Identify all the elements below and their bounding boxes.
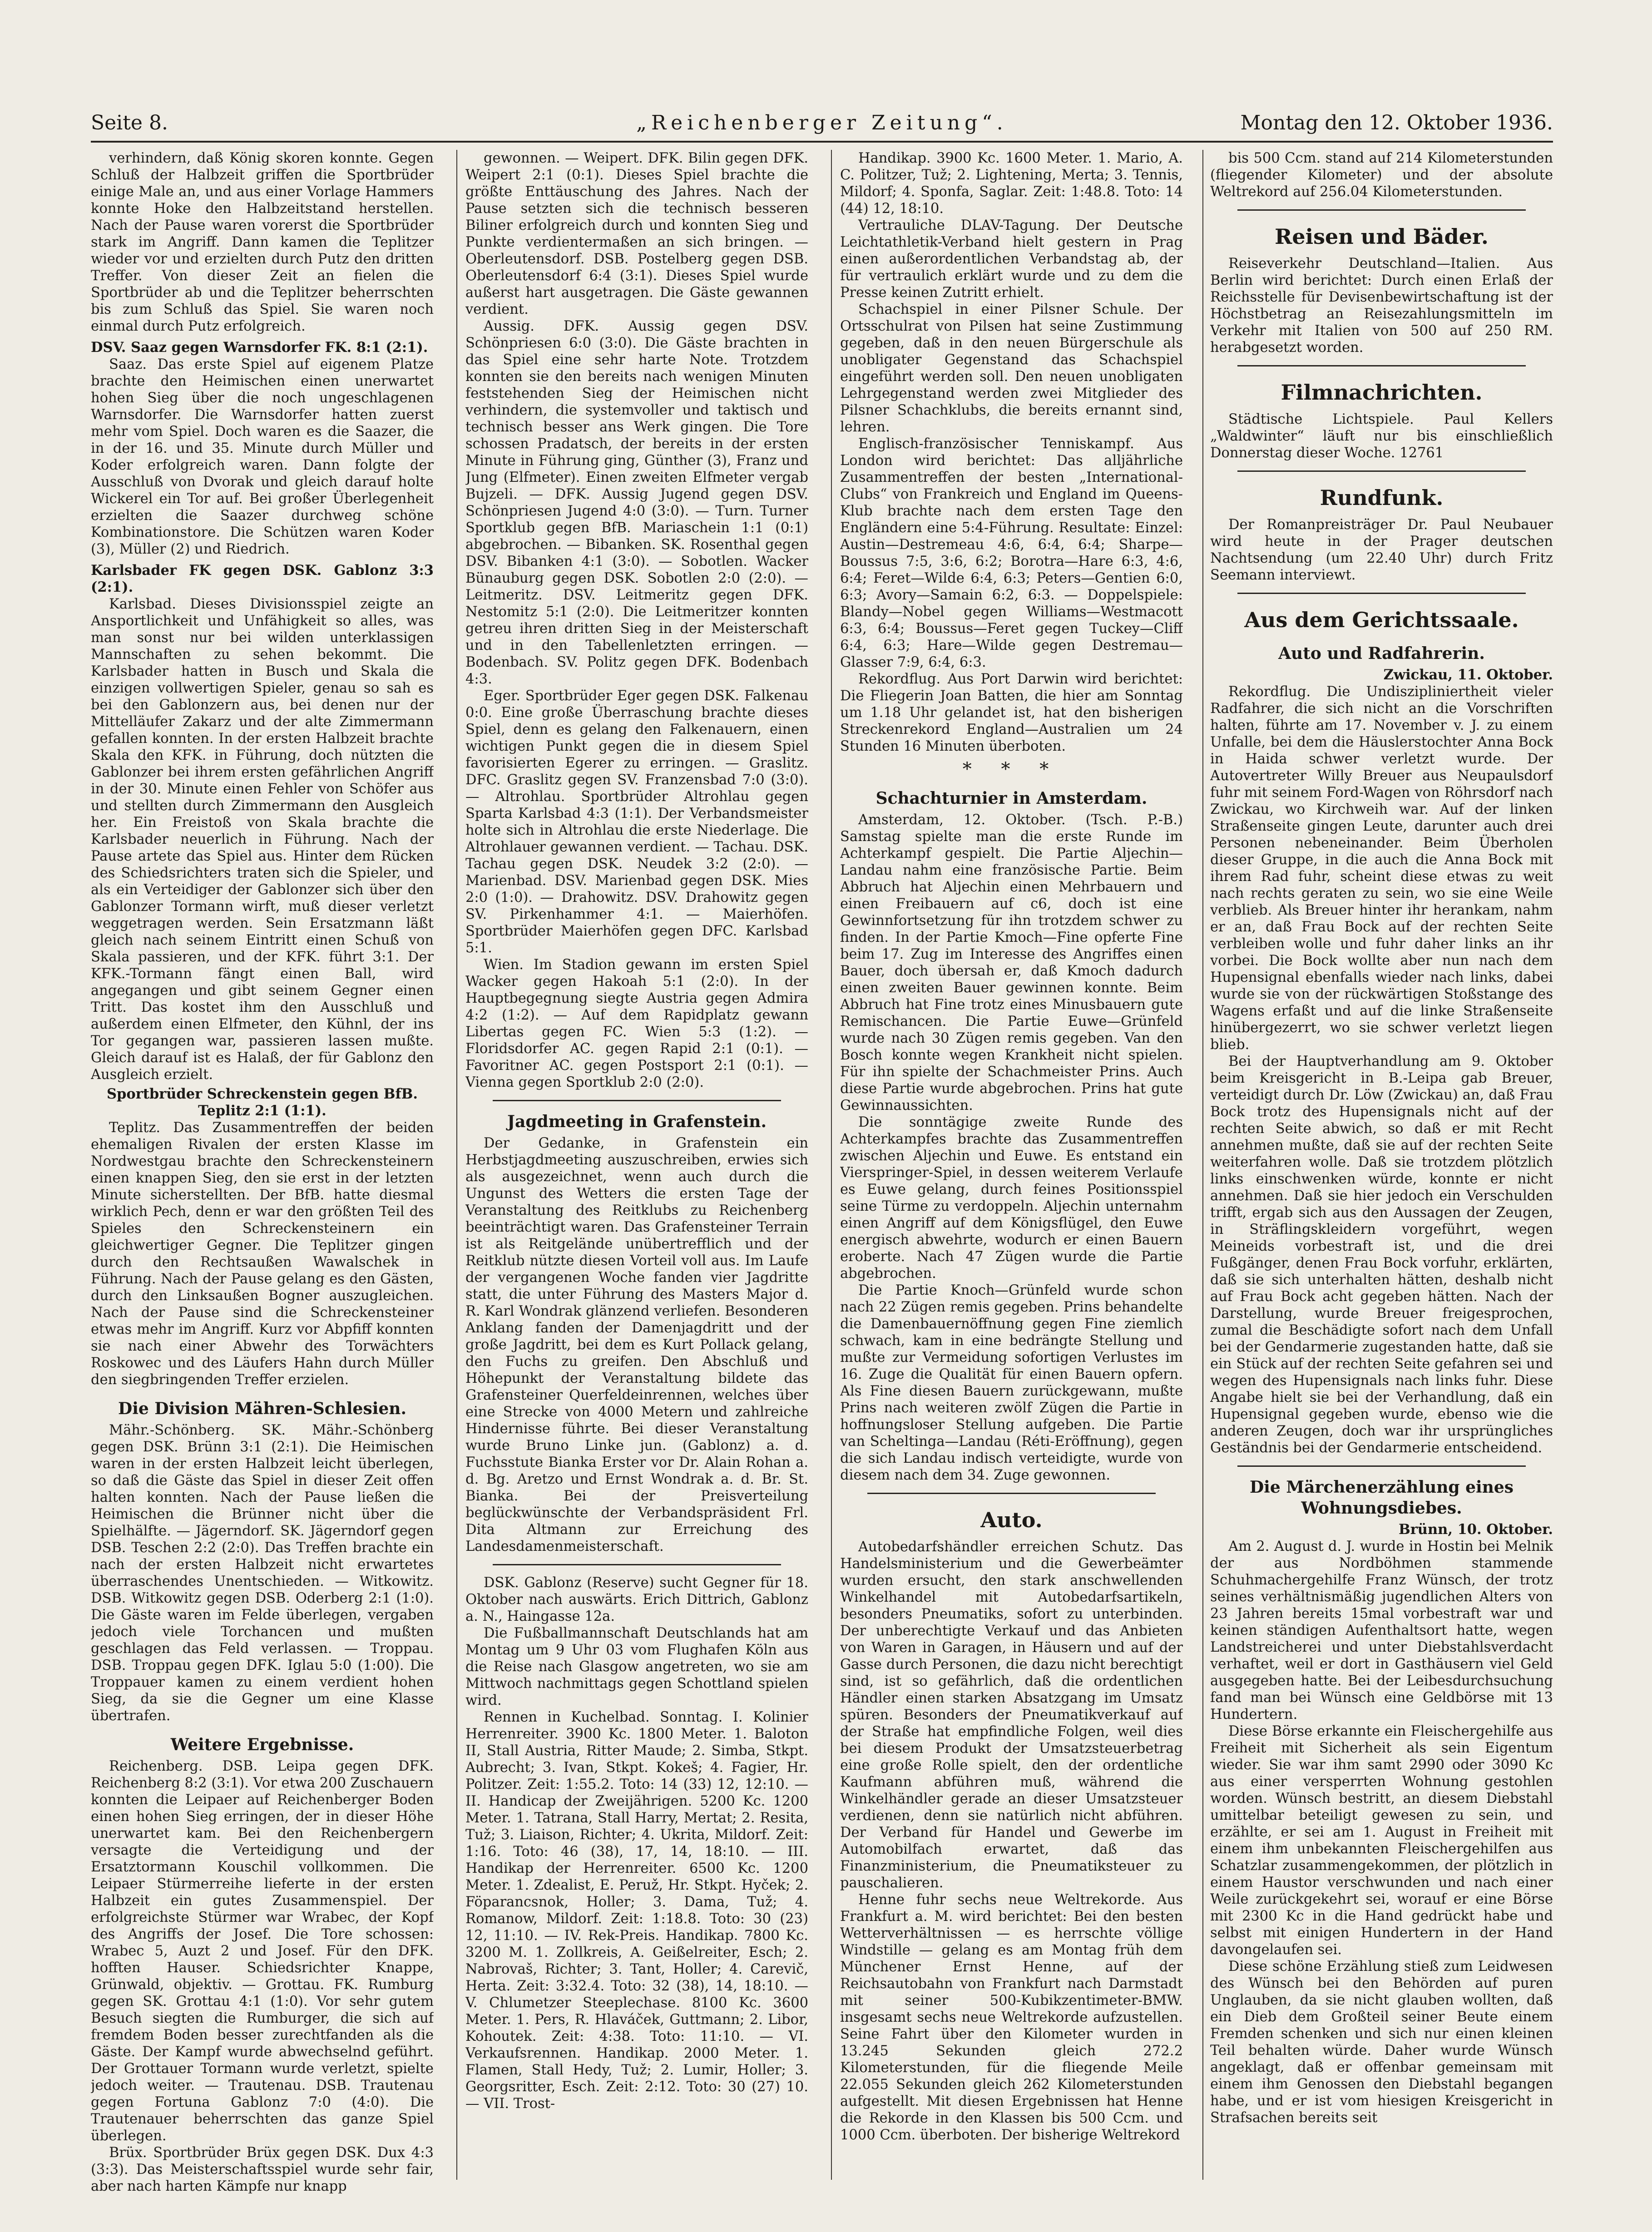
article-paragraph: Henne fuhr sechs neue Weltrekorde. Aus Frankfurt a. M. wird berichtet: Bei den besten Wetterverhältnissen — es herrschte völlige Windstille — gelang es am Montag früh dem Münchener Ernst Henne, auf der Reichsautobahn von Frankfurt nach Darmstadt mit seiner 500-Kubikzentimeter-BMW. insgesamt sechs neue Weltrekorde aufzustellen. Seine Fahrt über den Kilometer wurden in 13.245 Sekunden gleich 272.2 Kilometerstunden, für die fliegende Meile 22.055 Sekunden gleich 262 Kilometerstunden aufgestellt. Mit diesen Ergebnissen hat Henne die Rekorde in den Klassen bis 500 Ccm. und 1000 Ccm. überboten. Der bisherige Weltrekord (840, 1892, 1183, 2143)
article-paragraph: Aussig. DFK. Aussig gegen DSV. Schönpriesen 6:0 (3:0). Die Gäste brachten in das Spiel eine sehr harte Note. Trotzdem konnten sie den bereits nach wenigen Minuten feststehenden Sieg der Heimischen nicht verhindern, die systemvoller und taktisch und technisch besser ans Werk gingen. Die Tore schossen Pradatsch, der bereits in der ersten Minute in Führung ging, Günther (3), Franz und Jung (Elfmeter). Einen zweiten Elfmeter vergab Bujzeli. — DFK. Aussig Jugend gegen DSV. Schönpriesen Jugend 4:0 (3:0). — Turn. Turner Sportklub gegen BfB. Mariaschein 1:1 (0:1) abgebrochen. — Bibanken. SK. Rosenthal gegen DSV. Bibanken 4:1 (3:0). — Sobotlen. Wacker Bünauburg gegen DSK. Sobotlen 2:0 (2:0). — Leitmeritz. DSV. Leitmeritz gegen DFK. Nestomitz 5:1 (2:0). Die Leitmeritzer konnten getreu ihren dritten Sieg in der Meisterschaft und in den Tabellenletzten erringen. — Bodenbach. SV. Politz gegen DFK. Bodenbach 4:3. (465, 318, 808, 687)
article-paragraph (1210, 411, 1553, 461)
dateline: Brünn, 10. Oktober. (1398, 1521, 1553, 1538)
match-heading: DSV. Saaz gegen Warnsdorfer FK. 8:1 (2:1). (91, 339, 428, 356)
section-heading: Weitere Ergebnisse. (170, 1735, 354, 1754)
page-number: Seite 8. (91, 111, 168, 134)
race-results: Handikap. 3900 Kc. 1600 Meter. 1. Mario, A. C. Politzer, Tuž; 2. Lightening, Merta; 3. Tennis, Mildorf; 4. Sponfa, Saglar. Zeit: 1:48.8. Toto: 14 (44) 12, 18:10. (840, 150, 1183, 217)
article-paragraph: Rekordflug. Die Undiszipliniertheit vieler Radfahrer, die sich nicht an die Vorschriften halten, führte am 17. November v. J. zu einem Unfalle, bei dem die Häuslerstochter Anna Bock in Haida schwer verletzt wurde. Der Autovertreter Willy Breuer aus Neupaulsdorf fuhr mit seinem Ford-Wagen von Röhrsdorf nach Zwickau, wo Kirchweih war. Auf der linken Straßenseite gingen Leute, darunter auch drei Personen nebeneinander. Beim Überholen dieser Gruppe, in die auch die Anna Bock mit ihrem Rad fuhr, scheint diese etwas zu weit nach rechts geraten zu sein, wo sie eine Weile verblieb. Als Breuer hinter ihr herankam, nahm er an, daß Frau Bock auf der rechten Seite verbleiben wolle und fuhr daher links an ihr vorbei. Die Bock wollte aber nun nach dem Hupensignal ebenfalls wieder nach links, dabei wurde sie von der rückwärtigen Stoßstange des Wagens erfaßt und auf die linke Straßenseite hinübergezerrt, wo sie schwer verletzt liegen blieb. (1210, 684, 1553, 1053)
race-results: Rennen in Kuchelbad. Sonntag. I. Kolinier Herrenreiter. 3900 Kc. 1800 Meter. 1. Baloton II, Stall Austria, Ritter Maude; 2. Simba, Stkpt. Aubrecht; 3. Ivan, Stkpt. Kokeš; 4. Fagier, Hr. Politzer. Zeit: 1:55.2. Toto: 14 (33) 12, 12:10. — II. Handicap der Zweijährigen. 5200 Kc. 1200 Meter. 1. Tatrana, Stall Harry, Mertat; 2. Resita, Tuž; 3. Liaison, Richter; 4. Ukrita, Mildorf. Zeit: 1:16. Toto: 46 (38), 17, 14, 18:10. — III. Handikap der Herrenreiter. 6500 Kc. 1200 Meter. 1. Zdealist, E. Peruž, Hr. Stkpt. Hyček; 2. Föparancsnok, Holler; 3. Dama, Tuž; 4. Romanow, Mildorf. Zeit: 1:18.8. Toto: 30 (23) 12, 11:10. — IV. Rek-Preis. Handikap. 7800 Kc. 3200 M. 1. Zollkreis, A. Geißelreiter, Esch; 2. Nabrovaš, Richter; 3. Tant, Holler; 4. Carevič, Herta. Zeit: 3:32.4. Toto: 32 (38), 14, 18:10. — V. Chlumetzer Steeplechase. 8100 Kc. 3600 Meter. 1. Pers, R. Hlaváček, Guttmann; 2. Libor, Kohoutek. Zeit: 4:38. Toto: 11:10. — VI. Verkaufsrennen. Handikap. 2000 Meter. 1. Flamen, Stall Hedy, Tuž; 2. Lumir, Holler; 3. Georgsritter, Esch. Zeit: 2:12. Toto: 30 (27) 10. — VII. Trost- (465, 1709, 808, 2112)
article-title: Die Märchenerzählung eines Wohnungsdiebes. (1249, 1478, 1514, 1518)
column-4 (1210, 150, 1553, 2193)
article-paragraph: Teplitz. Das Zusammentreffen der beiden ehemaligen Rivalen der ersten Klasse im Nordwestgau brachte den Schreckensteinern einen knappen Sieg, den sie erst in der letzten Minute sicherstellten. Der BfB. hatte diesmal wirklich Pech, denn er war den größten Teil des Spieles den Schreckensteinern ein gleichwertiger Gegner. Die Teplitzer gingen durch den Rechtsaußen Wawalschek in Führung. Nach der Pause gelang es den Gästen, durch den Linksaußen Bogner auszugleichen. Nach der Pause sind die Schreckensteiner etwas mehr im Angriff. Kurz vor Abpfiff konnten sie nach einer Abwehr des Torwächters Roskowec und des Läufers Hahn durch Müller den siegbringenden Treffer erzielen. (91, 1120, 434, 1388)
article-paragraph: Bei der Hauptverhandlung am 9. Oktober beim Kreisgericht in B.-Leipa gab Breuer, verteidigt durch Dr. Löw (Zwickau) an, daß Frau Bock trotz des Hupensignals nicht auf der rechten Seite abwich, so daß er mit Recht annehmen mußte, daß sie auf der rechten Seite weiterfahren wolle. Daß sie trotzdem plötzlich links einschwenken würde, konnte er nicht annehmen. Daß sie hier jedoch ein Verschulden trifft, ergab sich aus den Aussagen der Zeugen, in Sträflingskleidern vorgeführt, wegen Meineids vorbestraft ist, und die drei Fußgänger, denen Frau Bock vorfuhr, erklärten, daß sie sich unterhalten hätten, deshalb nicht auf Frau Bock acht gegeben hätten. Nach der Darstellung, wurde Breuer freigesprochen, zumal die Beschädigte sofort nach dem Unfall bei der Gendarmerie zugestanden hatte, daß sie ein Stück auf der rechten Seite gefahren sei und wegen des Hupensignals nach links fuhr. Diese Angabe hielt sie bei der Verhandlung, daß ein Hupensignal gegeben wurde, ebenso wie die anderen Zeugen, doch war ihr ursprüngliches Geständnis bei der Gendarmerie entscheidend. (1210, 1054, 1553, 1456)
newspaper-title: „Reichenberger Zeitung“. (636, 111, 1008, 134)
section-heading: Jagdmeeting in Grafenstein. (507, 1112, 767, 1131)
column-rule (831, 150, 832, 2180)
section-heading: Aus dem Gerichtssaale. (1244, 608, 1519, 632)
match-heading: Sportbrüder Schreckenstein gegen BfB. Teplitz 2:1 (1:1). (107, 1086, 418, 1119)
column-rule (456, 150, 457, 2180)
column-1 (91, 150, 434, 2193)
article-paragraph: bis 500 Ccm. stand auf 214 Kilometerstunden (fliegender Kilometer) und der absolute Weltrekord auf 256.04 Kilometerstunden. (1210, 150, 1553, 200)
article-paragraph: Amsterdam, 12. Oktober. (Tsch. P.-B.) Samstag spielte man die erste Runde im Achterkampf gespielt. Die Partie Aljechin—Landau nahm eine französische Partie. Beim Abbruch hat Aljechin einen Mehrbauern und einen Freibauern auf c6, doch ist eine Gewinnfortsetzung für ihn trotzdem schwer zu finden. In der Partie Kmoch—Fine opferte Fine beim 17. Zug im Interesse des Angriffes einen Bauer, doch übersah er, daß Kmoch dadurch einen zweiten Bauer gewinnen konnte. Beim Abbruch hat Fine trotz eines Minusbauern gute Remischancen. Die Partie Euwe—Grünfeld wurde nach 30 Zügen remis gegeben. Van den Bosch konnte wegen Krankheit nicht spielen. Für ihn spielte der Schachmeister Prins. Auch diese Partie wurde abgebrochen. Prins hat gute Gewinnaussichten. (840, 812, 1183, 1114)
article-paragraph: verhindern, daß König skoren konnte. Gegen Schluß der Halbzeit griffen die Sportbrüder einige Male an, und aus einer Vorlage Hammers konnte Hoke den Halbzeitstand herstellen. Nach der Pause waren vorerst die Sportbrüder stark im Angriff. Dann kamen die Teplitzer wieder vor und erzielten durch Putz den dritten Treffer. Von dieser Zeit an fielen die Sportbrüder ab und die Teplitzer beherrschten bis zum Schluß das Spiel. Sie waren noch einmal durch Putz erfolgreich. (91, 150, 434, 334)
article-paragraph: Karlsbad. Dieses Divisionsspiel zeigte an Ansportlichkeit und Unfähigkeit so alles, was man sonst nur bei wilden unterklassigen Mannschaften zu sehen bekommt. Die Karlsbader hatten in Busch und Skala die einzigen vollwertigen Spieler, genau so sah es bei den Gablonzern aus, bei denen nur der Mittelläufer Zakarz und der alte Zimmermann gefallen konnten. In der ersten Halbzeit brachte Skala den KFK. in Führung, doch nützten die Gablonzer bei ihrem ersten gefährlichen Angriff in der 30. Minute einen Fehler von Schöfer aus und stellten durch Zimmermann den Ausgleich her. Ein Freistoß von Skala brachte die Karlsbader neuerlich in Führung. Nach der Pause artete das Spiel aus. Hinter dem Rücken des Schiedsrichters traten sich die Spieler, und als ein Verteidiger der Gablonzer sich über den Gablonzer Tormann wirft, muß dieser verletzt weggetragen werden. Sein Ersatzmann läßt gleich nach seinem Eintritt einen Schuß von Skala passieren, und der KFK. führt 3:1. Der KFK.-Tormann fängt einen Ball, wird angegangen und gibt seinem Gegner einen Tritt. Das kostet ihm den Ausschluß und außerdem einen Elfmeter, den Kühnl, der ins Tor gegangen war, passieren lassen mußte. Gleich darauf ist es Halaß, der für Gablonz den Ausgleich erzielt. (91, 596, 434, 1083)
separator-stars: * * * (962, 759, 1061, 780)
notice-paragraph: DSK. Gablonz (Reserve) sucht Gegner für 18. Oktober nach auswärts. Erich Dittrich, Gablonz a. N., Haingasse 12a. (465, 1575, 808, 1624)
article-paragraph: Schachspiel in einer Pilsner Schule. Der Ortsschulrat von Pilsen hat seine Zustimmung gegeben, daß in den neuen Bürgerschule als unobligater Gegenstand das Schachspiel eingeführt werden soll. Den neuen unobligaten Lehrgegenstand werden zwei Mitglieder des Pilsner Schachklubs, die bereits ernannt sind, lehren. (840, 302, 1183, 435)
article-paragraph: Rekordflug. Aus Port Darwin wird berichtet: Die Fliegerin Joan Batten, die hier am Sonntag um 1.18 Uhr gelandet ist, hat den bisherigen Streckenrekord England—Australien um 24 Stunden 16 Minuten überboten. (840, 671, 1183, 754)
article-paragraph: Am 2. August d. J. wurde in Hostin bei Melnik der aus Nordböhmen stammende Schuhmachergehilfe Franz Wünsch, der trotz seines verhältnismäßig jugendlichen Alters von 23 Jahren bereits 15mal vorbestraft war und keinen ständigen Aufenthaltsort hatte, wegen Landstreicherei und unter Diebstahlsverdacht verhaftet, weil er dort in Gasthäusern viel Geld ausgegeben hatte. Bei der Leibesdurchsuchung fand man bei Wünsch eine Geldbörse mit 13 Hundertern. (1210, 1539, 1553, 1722)
article-paragraph: Autobedarfshändler erreichen Schutz. Das Handelsministerium und die Gewerbeämter wurden ersucht, den stark anschwellenden Winkelhandel mit Autobedarfsartikeln, besonders Pneumatiks, sofort zu unterbinden. Der unberechtigte Verkauf und das Anbieten von Waren in Garagen, in Häusern und auf der Gasse durch Personen, die dazu nicht berechtigt sind, ist so gefährlich, daß die ordentlichen Händler einen starken Absatzgang im Umsatz spüren. Besonders der Pneumatikverkauf auf der Straße hat empfindliche Folgen, weil dies bei diesem Produkt der Umsatzsteuerbetrag eine große Rolle spielt, den der ordentliche Kaufmann abführen muß, während die Winkelhändler gerade an dieser Umsatzsteuer verdienen, denn sie natürlich nicht abführen. Der Verband für Handel und Gewerbe im Automobilfach erwartet, daß das Finanzministerium, die Pneumatiksteuer zu pauschalieren. (840, 1539, 1183, 1891)
article-paragraph: Die Fußballmannschaft Deutschlands hat am Montag um 9 Uhr 03 vom Flughafen Köln aus die Reise nach Glasgow angetreten, wo sie am Mittwoch nachmittags gegen Schottland spielen wird. (465, 1625, 808, 1708)
article-paragraph: Englisch-französischer Tenniskampf. Aus London wird berichtet: Das alljährliche Zusammentreffen der besten „International-Clubs“ von Frankreich und England im Queens-Klub brachte nach dem ersten Tage den Engländern eine 5:4-Führung. Resultate: Einzel: Austin—Destremeau 4:6, 6:4, 6:4; Sharpe—Boussus 7:5, 3:6, 6:2; Borotra—Hare 6:3, 4:6, 6:4; Feret—Wilde 6:4, 6:3; Peters—Gentien 6:0, 6:3; Avory—Samain 6:2, 6:3. — Doppelspiele: Blandy—Nobel gegen Williams—Westmacott 6:3, 6:4; Boussus—Feret gegen Tuckey—Cliff 6:4, 6:3; Hare—Wilde gegen Destremau—Glasser 7:9, 6:4, 6:3. (840, 436, 1183, 670)
article-paragraph: gewonnen. — Weipert. DFK. Bilin gegen DFK. Weipert 2:1 (0:1). Dieses Spiel brachte die größte Enttäuschung des Jahres. Nach der Pause setzten sich die technisch besseren Biliner erfolgreich durch und konnten Sieg und Punkte verdientermaßen an sich bringen. — Oberleutensdorf. DSB. Postelberg gegen DSB. Oberleutensdorf 6:4 (3:1). Dieses Spiel wurde außerst hart ausgetragen. Die Gäste gewannen verdient. (465, 150, 808, 317)
section-divider (1237, 209, 1526, 211)
section-divider (1237, 1465, 1526, 1467)
match-heading: Karlsbader FK gegen DSK. Gablonz 3:3 (2:1). (91, 562, 434, 595)
article-paragraph: Reiseverkehr Deutschland—Italien. Aus Berlin wird berichtet: Durch einen Erlaß der Reichsstelle für Devisenbewirtschaftung ist der Höchstbetrag an Reisezahlungsmitteln im Verkehr mit Italien von 500 auf 250 RM. herabgesetzt worden. (1210, 256, 1553, 356)
section-heading: Rundfunk. (1320, 485, 1444, 510)
header-rule (91, 141, 1553, 143)
article-paragraph: Der Gedanke, in Grafenstein ein Herbstjagdmeeting auszuschreiben, erwies sich als ausgezeichnet, wenn auch durch die Ungunst des Wetters die ersten Tage der Veranstaltung des Reitklubs zu Reichenberg beeinträchtigt waren. Das Grafensteiner Terrain ist als Reitgelände unübertrefflich und der Reitklub nützte diesen Vorteil voll aus. Im Laufe der vergangenen Woche fanden vier Jagdritte statt, die unter Führung des Masters Major d. R. Karl Wondrak glänzend verliefen. Besonderen Anklang fanden der Damenjagdritt und der große Jagdritt, bei dem es Kurt Pollack gelang, den Fuchs zu greifen. Den Abschluß und Höhepunkt der Veranstaltung bildete das Grafensteiner Querfeldeinrennen, welches über eine Strecke von 4000 Metern und zahlreiche Hindernisse führte. Bei dieser Veranstaltung wurde Bruno Linke jun. (Gablonz) a. d. Fuchsstute Bianka Erster vor Dr. Alain Rohan a. d. Bg. Aretzo und Ernst Wondrak a. d. Br. St. Bianka. Bei der Preisverteilung beglückwünschte der Verbandspräsident Frl. Dita Altmann zur Erreichung des Landesdamenmeisterschaft. (465, 1135, 808, 1554)
section-divider (1237, 365, 1526, 366)
column-2 (465, 150, 808, 2193)
section-heading: Filmnachrichten. (1281, 380, 1483, 405)
section-heading: Reisen und Bäder. (1275, 224, 1489, 249)
article-paragraph: Reichenberg. DSB. Leipa gegen DFK. Reichenberg 8:2 (3:1). Vor etwa 200 Zuschauern konnten die Leipaer auf Reichenberger Boden einen hohen Sieg erringen, der in dieser Höhe unerwartet kam. Bei den Reichenbergern versagte die Verteidigung und der Ersatztormann Kouschil vollkommen. Die Leipaer Stürmerreihe lieferte in der ersten Halbzeit ein gutes Zusammenspiel. Der erfolgreichste Stürmer war Wrabec, der Kopf des Angriffs der Josef. Die Tore schossen: Wrabec 5, Auzt 2 und Josef. Für den DFK. hofften Hauser. Schiedsrichter Knappe, Grünwald, objektiv. — Grottau. FK. Rumburg gegen SK. Grottau 4:1 (1:0). Vor sehr gutem Besuch siegten die Rumburger, die sich auf fremdem Boden besser zurechtfanden als die Gäste. Der Kampf wurde abwechselnd geführt. Der Grottauer Tormann wurde verletzt, spielte jedoch weiter. — Trautenau. DSB. Trautenau gegen Fortuna Gablonz 7:0 (4:0). Die Trautenauer beherrschten das ganze Spiel überlegen. (91, 1758, 434, 2144)
section-divider (867, 1493, 1156, 1494)
section-divider (1237, 593, 1526, 594)
article-paragraph: Diese Börse erkannte ein Fleischergehilfe aus Freiheit mit Sicherheit als sein Eigentum wieder. Sie war ihm samt 2990 oder 3090 Kc aus einer versperrten Wohnung gestohlen worden. Wünsch bestritt, an diesem Diebstahl umittelbar beteiligt gewesen zu sein, und erzählte, er sei am 1. August in Freiheit mit einem ihm unbekannten Fleischergehilfen aus Schatzlar zusammengekommen, der plötzlich in einem Haustor verschwunden und nach einer Weile zurückgekehrt sei, worauf er eine Börse mit 2300 Kc in die Hand gedrückt habe und selbst mit einigen Hundertern in der Hand davongelaufen sei. (1210, 1723, 1553, 1958)
section-divider (493, 1100, 781, 1101)
article-paragraph: Mähr.-Schönberg. SK. Mähr.-Schönberg gegen DSK. Brünn 3:1 (2:1). Die Heimischen waren in der ersten Halbzeit leicht überlegen, so daß die Gäste das Spiel in dieser Zeit offen halten konnten. Nach der Pause ließen die Heimischen die Brünner nicht über die Spielhälfte. — Jägerndorf. SK. Jägerndorf gegen DSB. Teschen 2:2 (2:0). Das Treffen brachte ein nach der ersten Halbzeit nicht erwartetes überraschendes Unentschieden. — Witkowitz. DSB. Witkowitz gegen DSB. Oderberg 2:1 (1:0). Die Gäste waren im Felde überlegen, vergaben jedoch viele Torchancen und mußten geschlagen das Feld verlassen. — Troppau. DSB. Troppau gegen DFK. Iglau 5:0 (1:00). Die Troppauer kamen zu einem verdient hohen Sieg, da sie die Gegner um eine Klasse übertrafen. (91, 1422, 434, 1724)
dateline: Zwickau, 11. Oktober. (1383, 667, 1553, 683)
column-rule (1202, 150, 1203, 2180)
article-paragraph: Brüx. Sportbrüder Brüx gegen DSK. Dux 4:3 (3:3). Das Meisterschaftsspiel wurde sehr fair, aber nach harten Kämpfe nur knapp (91, 2145, 434, 2193)
notice-number: 12761 (1400, 445, 1444, 461)
article-paragraph: Vertrauliche DLAV-Tagung. Der Deutsche Leichtathletik-Verband hielt gestern in Prag einen außerordentlichen Verbandstag ab, der für vertraulich erklärt wurde und zu dem die Presse keinen Zutritt erhielt. (840, 218, 1183, 301)
article-paragraph: Der Romanpreisträger Dr. Paul Neubauer wird heute in der Prager deutschen Nachtsendung (um 22.40 Uhr) durch Fritz Seemann interviewt. (1210, 517, 1553, 583)
article-title: Auto und Radfahrerin. (1278, 644, 1485, 663)
article-paragraph: Saaz. Das erste Spiel auf eigenem Platze brachte den Heimischen einen unerwartet hohen Sieg über die noch ungeschlagenen Warnsdorfer. Die Warnsdorfer hatten zuerst mehr vom Spiel. Doch waren es die Saazer, die in der 16. und 35. Minute durch Müller und Koder erfolgreich waren. Dann folgte der Ausschluß von Dvorak und gleich darauf holte Wickerel ein Tor auf. Bei großer Überlegenheit erzielten die Saazer durchweg schöne Kombinationstore. Die Schützen waren Koder (3), Müller (2) und Riedrich. (91, 356, 434, 557)
section-divider (1237, 470, 1526, 472)
section-heading: Schachturnier in Amsterdam. (875, 789, 1147, 808)
article-paragraph: Die Partie Knoch—Grünfeld wurde schon nach 22 Zügen remis gegeben. Prins behandelte die Damenbauernöffnung gegen Fine ziemlich schwach, kam in eine bedrängte Stellung und mußte zur Vermeidung sofortigen Verlustes im 16. Zuge die Qualität für einen Bauern opfern. Als Fine diesen Bauern zurückgewann, mußte Prins nach weiteren zwölf Zügen die Partie in hoffnungsloser Stellung aufgeben. Die Partie van Scheltinga—Landau (Réti-Eröffnung), gegen die sich Landau indisch verteidigte, wurde von diesem nach dem 34. Zuge gewonnen. (840, 1282, 1183, 1483)
section-heading: Die Division Mähren-Schlesien. (118, 1399, 407, 1418)
article-paragraph: Wien. Im Stadion gewann im ersten Spiel Wacker gegen Hakoah 5:1 (2:0). In der Hauptbegegnung siegte Austria gegen Admira 4:2 (1:2). — Auf dem Rapidplatz gewann Libertas gegen FC. Wien 5:3 (1:2). — Floridsdorfer AC. gegen Rapid 2:1 (0:1). — Favoritner AC. gegen Postsport 2:1 (0:1). — Vienna gegen Sportklub 2:0 (2:0). (465, 957, 808, 1090)
column-3 (840, 150, 1183, 2193)
article-paragraph: Diese schöne Erzählung stieß zum Leidwesen des Wünsch bei den Behörden auf puren Unglauben, da sie nicht glauben wollten, daß ein Dieb dem Großteil seiner Beute einem Fremden schenken und sich nur einen kleinen Teil behalten würde. Daher wurde Wünsch angeklagt, daß er offenbar gemeinsam mit einem ihm Genossen den Diebstahl begangen habe, und er ist vom hiesigen Kreisgericht in Strafsachen bereits seit (1210, 1959, 1553, 2126)
page-header (91, 107, 1553, 139)
issue-date: Montag den 12. Oktober 1936. (1240, 111, 1553, 134)
article-paragraph: Die sonntägige zweite Runde des Achterkampfes brachte das Zusammentreffen zwischen Aljechin und Euwe. Es entstand ein Vierspringer-Spiel, in dessen weiterem Verlaufe es Euwe gelang, durch feines Positionsspiel seine Türme zu verdoppeln. Aljechin unternahm einen Angriff auf dem Königsflügel, den Euwe energisch abwehrte, wodurch er einen Bauern eroberte. Nach 47 Zügen wurde die Partie abgebrochen. (840, 1114, 1183, 1282)
film-notice: Städtische Lichtspiele. Paul Kellers „Waldwinter“ läuft nur bis einschließlich Donnerstag dieser Woche. (1210, 411, 1553, 461)
section-divider (493, 1564, 781, 1565)
article-paragraph: Eger. Sportbrüder Eger gegen DSK. Falkenau 0:0. Eine große Überraschung brachte dieses Spiel, denn es gelang den Falkenauern, einen wichtigen Punkt gegen die in diesem Spiel favorisierten Egerer zu erringen. — Graslitz. DFC. Graslitz gegen SV. Franzensbad 7:0 (3:0). — Altrohlau. Sportbrüder Altrohlau gegen Sparta Karlsbad 4:3 (1:1). Der Verbandsmeister holte sich in Altrohlau die erste Niederlage. Die Altrohlauer gewannen verdient. — Tachau. DSK. Tachau gegen DSK. Neudek 3:2 (2:0). — Marienbad. DSV. Marienbad gegen DSK. Mies 2:0 (1:0). — Drahowitz. DSV. Drahowitz gegen SV. Pirkenhammer 4:1. — Maierhöfen. Sportbrüder Maierhöfen gegen DFC. Karlsbad 5:1. (465, 688, 808, 956)
section-heading: Auto. (980, 1508, 1043, 1532)
